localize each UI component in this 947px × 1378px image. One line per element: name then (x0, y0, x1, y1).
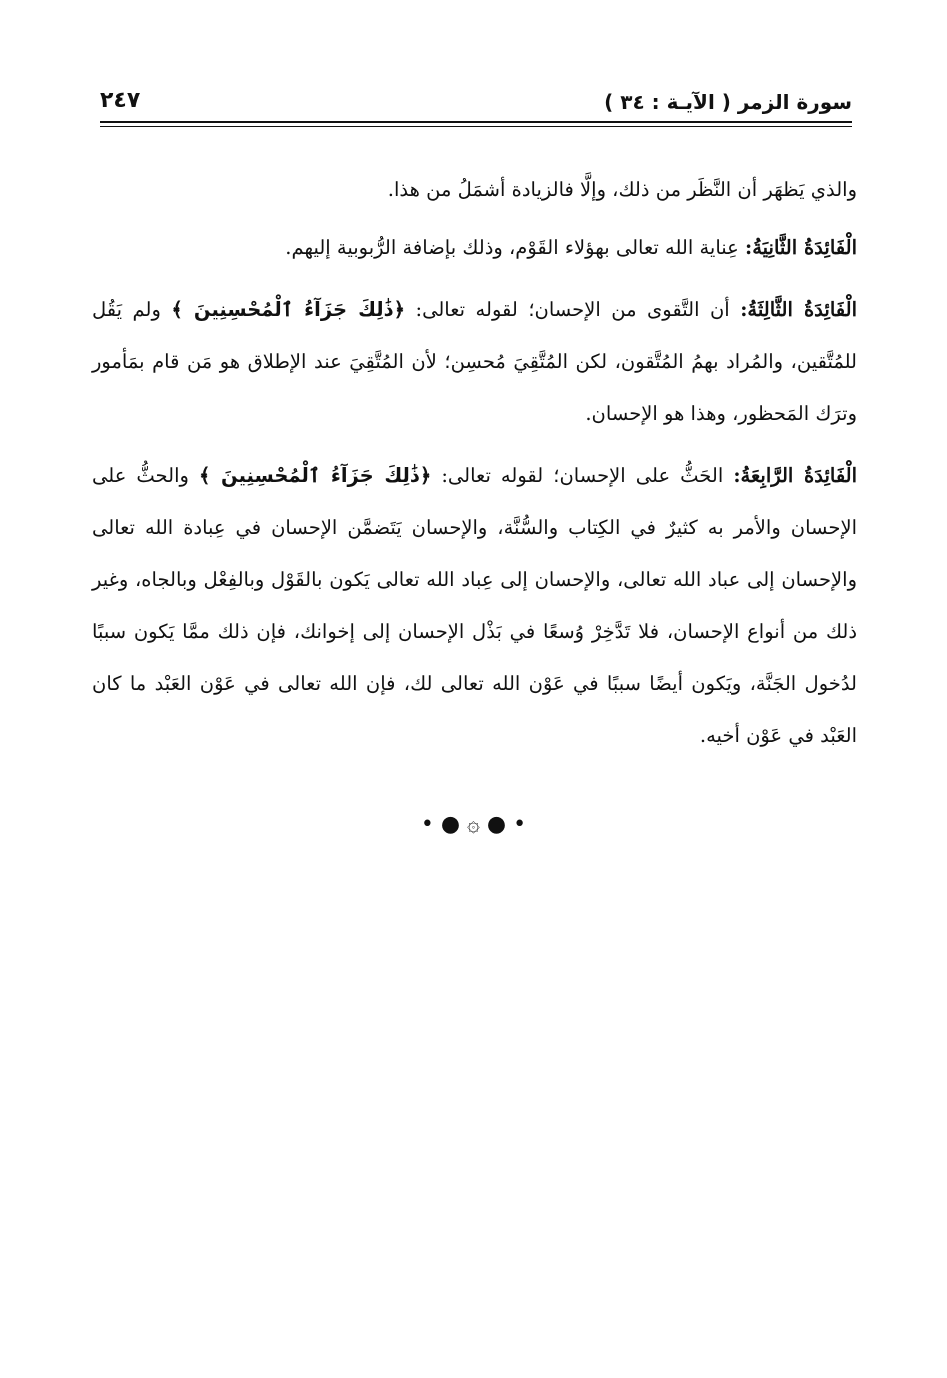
quran-quote: ﴿ذَٰلِكَ جَزَآءُ ٱلْمُحْسِنِينَ ﴾ (171, 298, 406, 321)
paragraph-text: عِناية الله تعالى بهؤلاء القَوْم، وذلك بإضافة الرُّبوبية إليهم. (285, 236, 739, 259)
benefit-heading: الْفَائِدَةُ الرَّابِعَةُ: (733, 464, 858, 487)
page-number: ٢٤٧ (100, 88, 141, 113)
header-rule (100, 121, 852, 123)
paragraph-text: والذي يَظهَر أن النَّظَر من ذلك، وإلَّا فالزيادة أشمَلُ من هذا. (387, 178, 857, 201)
quran-quote: ﴿ذَٰلِكَ جَزَآءُ ٱلْمُحْسِنِينَ ﴾ (198, 464, 432, 487)
running-title: سورة الزمر ( الآيـة : ٣٤ ) (604, 90, 852, 114)
paragraph-intro (92, 164, 857, 216)
paragraph-benefit-4 (92, 450, 857, 762)
header-rule-thin (100, 126, 852, 127)
benefit-heading: الْفَائِدَةُ الثَّالِثَةُ: (740, 298, 858, 321)
benefit-heading: الْفَائِدَةُ الثَّانِيَةُ: (745, 236, 857, 259)
paragraph-benefit-2 (92, 222, 857, 274)
paragraph-text: والحثُّ على الإحسان والأمر به كثيرٌ في الكِتاب والسُّنَّة، والإحسان يَتَضمَّن الإحسان في عِبادة الله تعالى والإحسان إلى عباد الله تعالى، والإحسان إلى عِباد الله تعالى يَكون بالقَوْل وبالفِعْل وبالجاه، وغير ذلك من أنواع الإحسان، فلا تَدَّخِرْ وُسعًا في بَذْل الإحسان إلى إخوانك، فإن ذلك ممَّا يَكون سببًا لدُخول الجَنَّة، ويَكون أيضًا سببًا في عَوْن الله تعالى لك، فإن الله تعالى في عَوْن العَبْد ما كان العَبْد في عَوْن أخيه. (92, 464, 857, 747)
section-end-ornament: • ● ۞ ● • (420, 812, 527, 837)
page-header (100, 86, 852, 122)
paragraph-benefit-3 (92, 284, 857, 440)
paragraph-text: ولم يَقُل للمُتَّقين، والمُراد بهمُ المُتَّقون، لكن المُتَّقِيَ مُحسِن؛ لأن المُتَّقِيَ عند الإطلاق هو مَن قام بمَأمور وترَك المَحظور، وهذا هو الإحسان. (92, 298, 857, 425)
paragraph-text: الحَثُّ على الإحسان؛ لقوله تعالى: (441, 464, 724, 487)
page-body (92, 164, 857, 772)
paragraph-text: أن التَّقوى من الإحسان؛ لقوله تعالى: (415, 298, 730, 321)
